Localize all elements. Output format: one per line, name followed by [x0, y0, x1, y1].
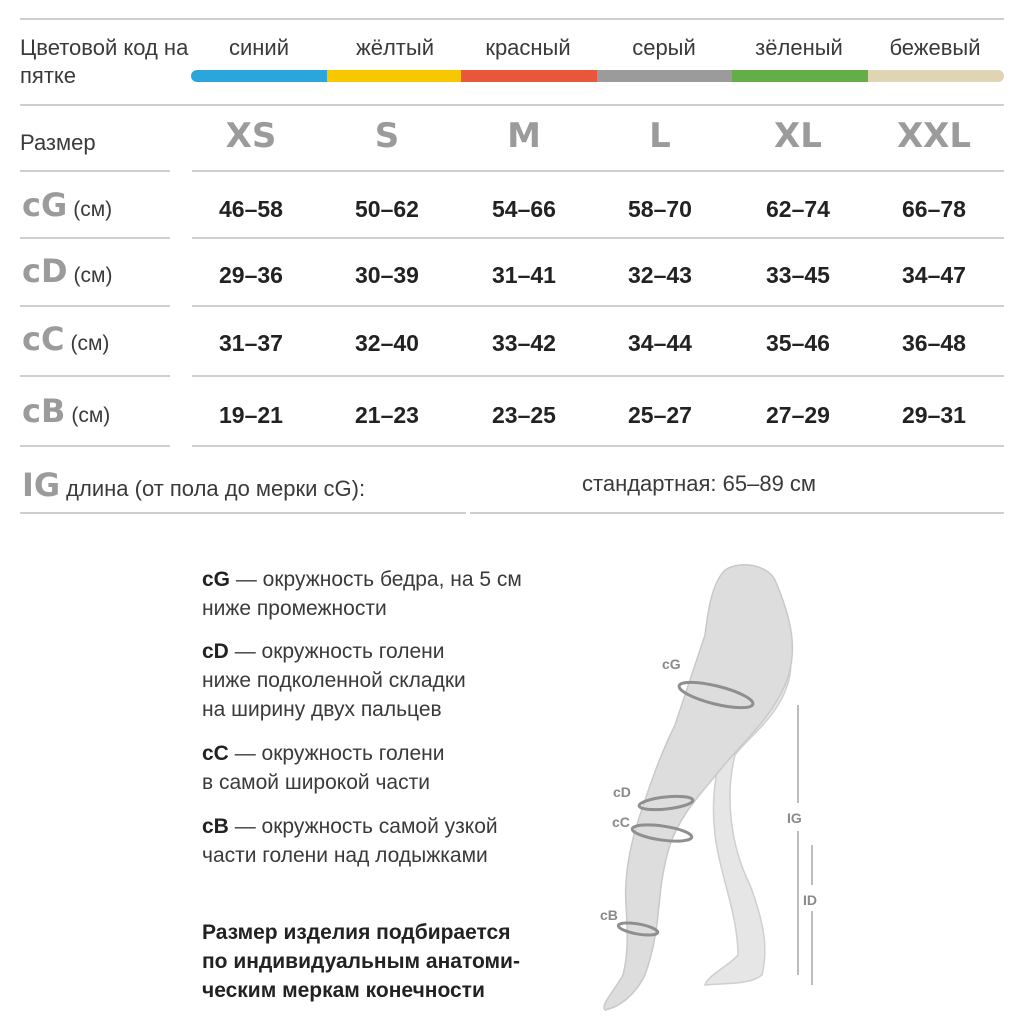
size-xxl: XXL — [896, 116, 972, 156]
cell-cd-xs: 29–36 — [219, 262, 283, 288]
row-label-cb — [22, 392, 110, 430]
cell-cg-xxl: 66–78 — [902, 196, 966, 222]
row-code-cg: cG — [22, 186, 68, 224]
legend-cg — [202, 565, 602, 623]
length-label: длина (от пола до мерки cG): — [66, 476, 366, 501]
row-code-cb: cB — [22, 392, 66, 430]
size-m: M — [507, 116, 541, 156]
top-rule — [20, 18, 1004, 20]
legend-code-cd: cD — [202, 640, 229, 663]
row-unit-cb: (см) — [71, 404, 111, 427]
legend-code-cg: cG — [202, 568, 231, 591]
size-xl: XL — [774, 116, 822, 156]
legend-line2-cg: ниже промежности — [202, 597, 387, 620]
cell-cc-s: 32–40 — [355, 330, 419, 356]
legend-text-cd: — окружность голени — [228, 640, 445, 663]
legend-text-cb: — окружность самой узкой — [228, 815, 498, 838]
cell-cg-l: 58–70 — [628, 196, 692, 222]
color-bar-beige — [868, 70, 1004, 82]
cell-cc-l: 34–44 — [628, 330, 692, 356]
length-standard: стандартная: 65–89 см — [582, 471, 817, 496]
row-unit-cd: (см) — [73, 264, 113, 287]
size-l: L — [649, 116, 671, 156]
leg-measurement-illustration — [590, 555, 840, 1015]
rule-bottom-left — [20, 512, 466, 514]
length-code: IG — [22, 466, 61, 504]
rule-bottom-right — [470, 512, 1004, 514]
cell-cg-xs: 46–58 — [219, 196, 283, 222]
legend-line3-cd: на ширину двух пальцев — [202, 698, 442, 721]
legend-cb — [202, 812, 602, 870]
cell-cd-xxl: 34–47 — [902, 262, 966, 288]
cell-cc-xs: 31–37 — [219, 330, 283, 356]
cell-cb-m: 23–25 — [492, 402, 556, 428]
cell-cd-l: 32–43 — [628, 262, 692, 288]
row-label-cg — [22, 186, 112, 224]
rule-left-3 — [20, 305, 170, 307]
color-bar-yellow — [327, 70, 461, 82]
legend-line2-cd: ниже подколенной складки — [202, 669, 466, 692]
rule-right-1 — [192, 170, 1004, 172]
rule-left-4 — [20, 375, 170, 377]
figure-label-cb: cB — [600, 907, 618, 923]
size-label: Размер — [20, 130, 96, 155]
rule-left-1 — [20, 170, 170, 172]
row-code-cc: cC — [22, 320, 65, 358]
legend-cc — [202, 739, 602, 797]
rule-right-3 — [192, 305, 1004, 307]
size-s: S — [374, 116, 400, 156]
legend-code-cc: cC — [202, 742, 229, 765]
note — [202, 918, 582, 1005]
color-code-label: Цветовой код на пятке — [20, 35, 189, 88]
color-bar-gray — [597, 70, 732, 82]
color-bar-red — [461, 70, 597, 82]
cell-cg-m: 54–66 — [492, 196, 556, 222]
cell-cb-xs: 19–21 — [219, 402, 283, 428]
cell-cg-xl: 62–74 — [766, 196, 830, 222]
cell-cb-s: 21–23 — [355, 402, 419, 428]
color-name-red: красный — [485, 35, 571, 60]
row-label-cd — [22, 252, 112, 290]
note-line2: по индивидуальным анатоми- — [202, 950, 520, 973]
row-unit-cg: (см) — [73, 198, 113, 221]
size-xs: XS — [225, 116, 277, 156]
figure-label-ig: IG — [787, 810, 802, 826]
legend-text-cc: — окружность голени — [228, 742, 445, 765]
color-name-green: зёленый — [755, 35, 843, 60]
cell-cb-xl: 27–29 — [766, 402, 830, 428]
cell-cc-m: 33–42 — [492, 330, 556, 356]
row-unit-cc: (см) — [70, 332, 110, 355]
rule-right-2 — [192, 237, 1004, 239]
cell-cc-xl: 35–46 — [766, 330, 830, 356]
color-name-blue: синий — [228, 35, 290, 60]
cell-cd-xl: 33–45 — [766, 262, 830, 288]
legend-text-cg: — окружность бедра, на 5 см — [230, 568, 522, 591]
length-row — [22, 466, 365, 504]
legend-code-cb: cB — [202, 815, 229, 838]
rule-left-2 — [20, 237, 170, 239]
color-name-beige: бежевый — [889, 35, 981, 60]
legend-cd — [202, 637, 602, 724]
legend-line2-cc: в самой широкой части — [202, 771, 430, 794]
cell-cb-l: 25–27 — [628, 402, 692, 428]
cell-cd-s: 30–39 — [355, 262, 419, 288]
note-line1: Размер изделия подбирается — [202, 921, 511, 944]
figure-label-id: ID — [803, 892, 817, 908]
color-name-gray: серый — [632, 35, 696, 60]
figure-label-cc: cC — [612, 814, 630, 830]
cell-cc-xxl: 36–48 — [902, 330, 966, 356]
cell-cb-xxl: 29–31 — [902, 402, 966, 428]
rule-header — [20, 104, 1004, 106]
rule-right-4 — [192, 375, 1004, 377]
color-name-yellow: жёлтый — [356, 35, 434, 60]
row-label-cc — [22, 320, 109, 358]
cell-cg-s: 50–62 — [355, 196, 419, 222]
row-code-cd: cD — [22, 252, 68, 290]
note-line3: ческим меркам конечности — [202, 979, 485, 1002]
color-bar-blue — [191, 70, 327, 82]
cell-cd-m: 31–41 — [492, 262, 556, 288]
rule-left-5 — [20, 445, 170, 447]
figure-label-cd: cD — [613, 784, 631, 800]
rule-right-5 — [192, 445, 1004, 447]
color-bar-green — [732, 70, 868, 82]
figure-label-cg: cG — [662, 656, 681, 672]
legend-line2-cb: части голени над лодыжками — [202, 844, 488, 867]
